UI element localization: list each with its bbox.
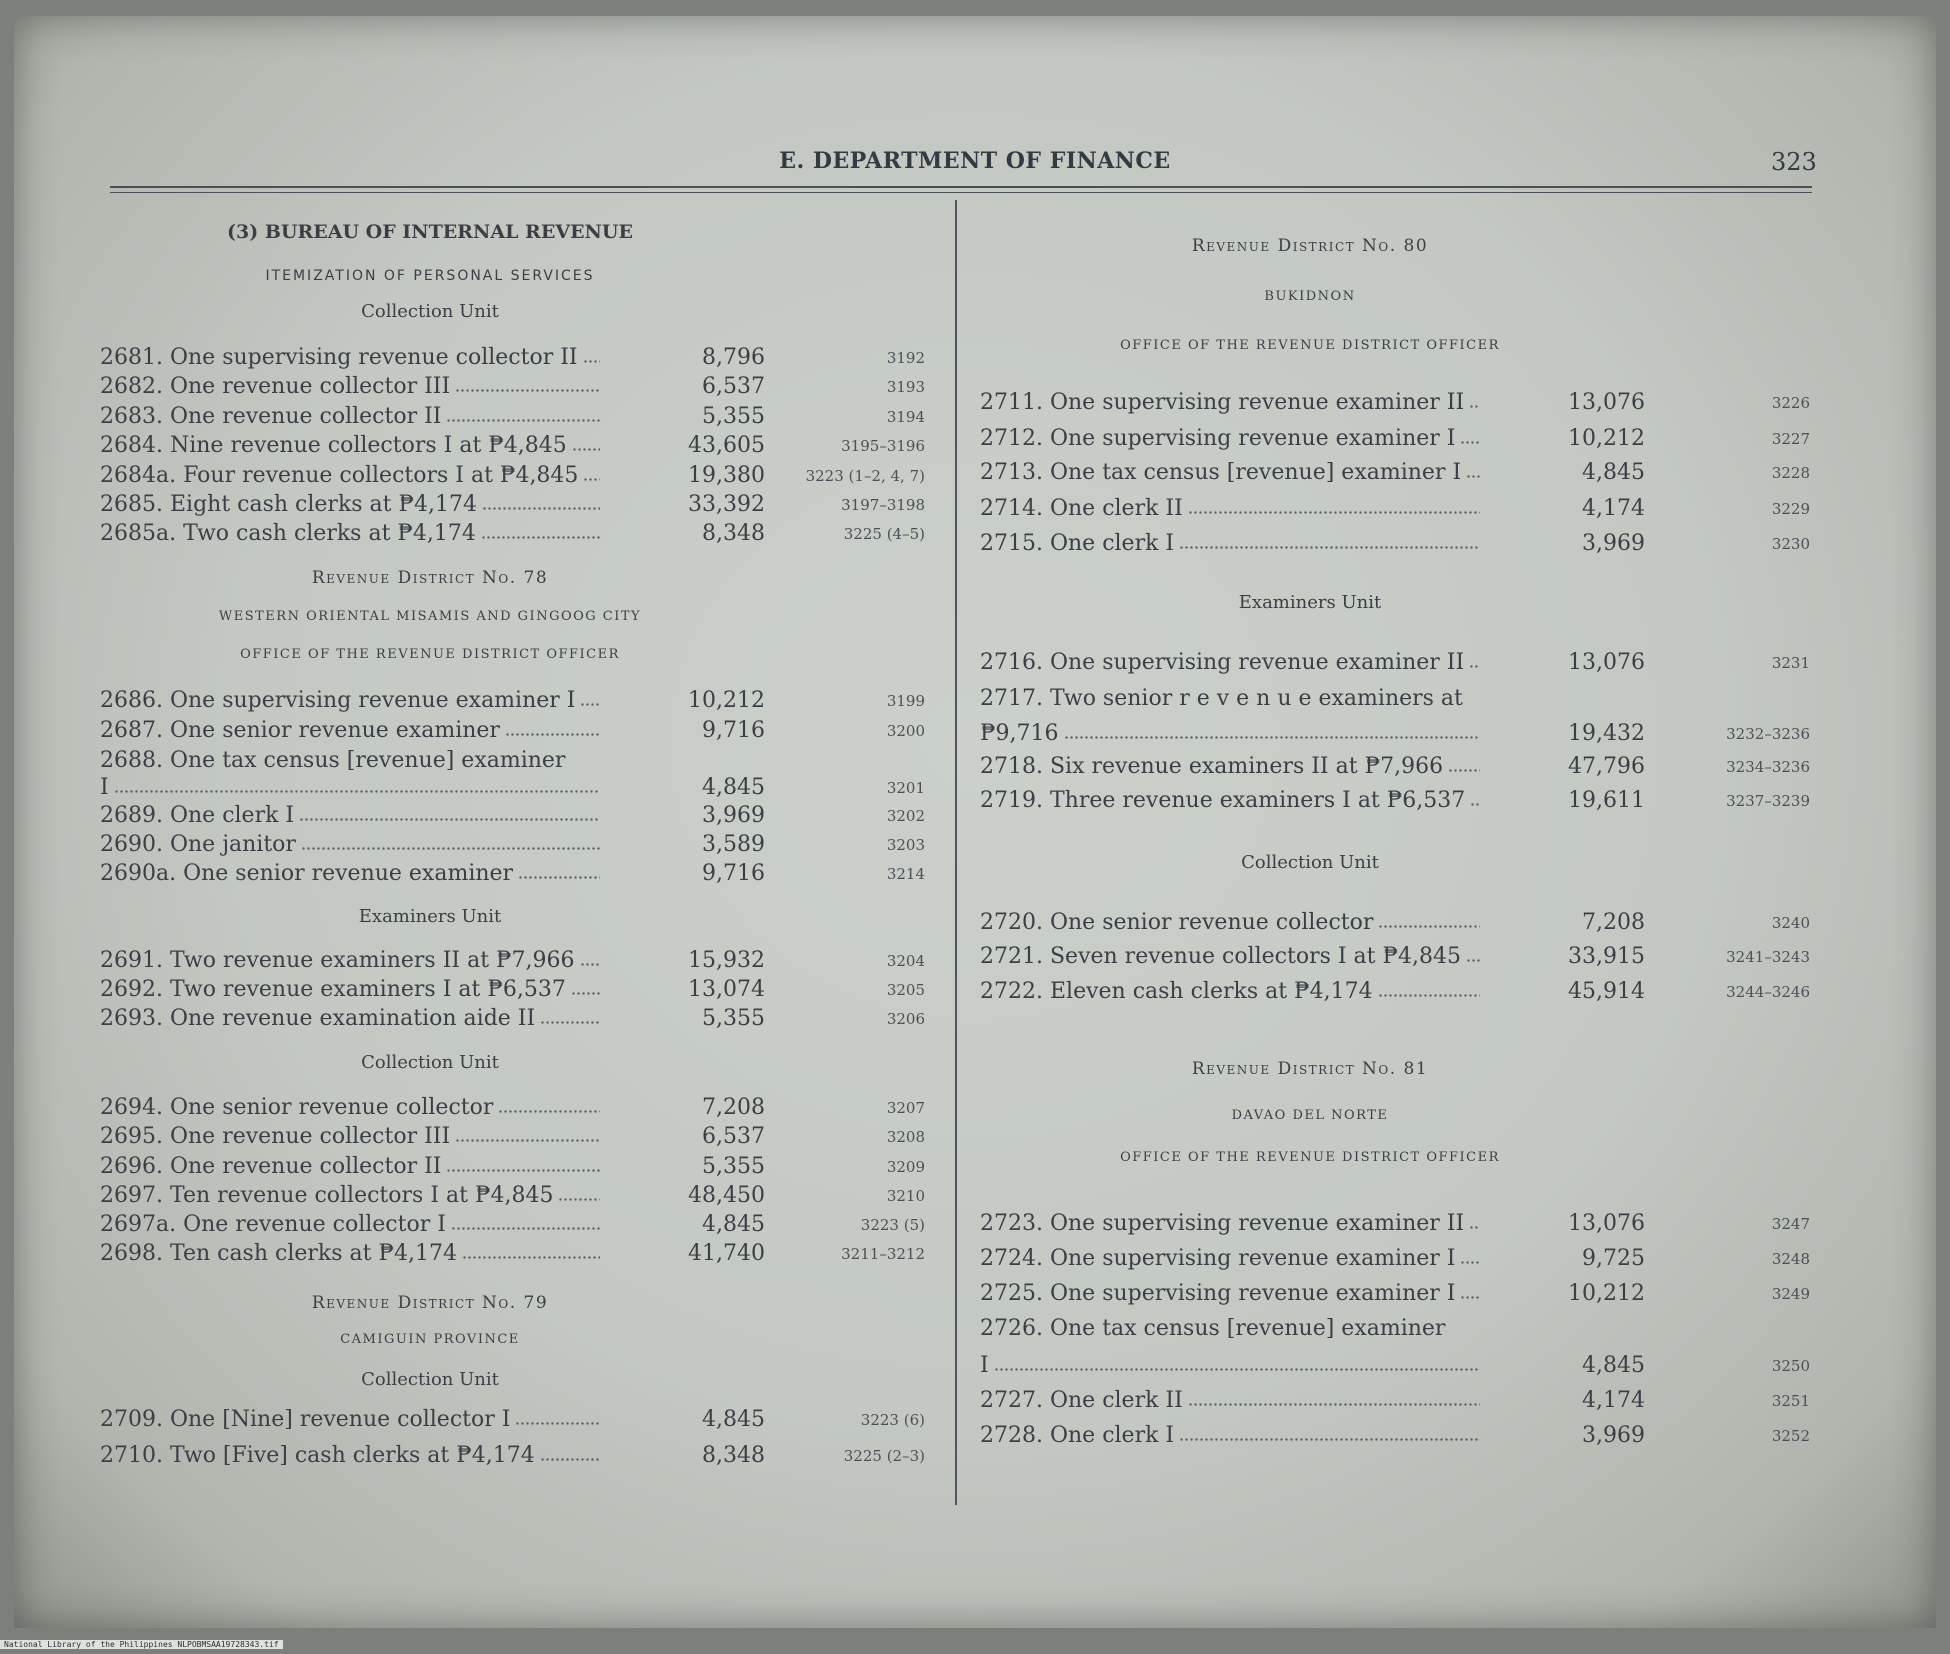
item-description: 2710. Two [Five] cash clerks at ₱4,174 xyxy=(100,1443,535,1468)
dot-leader xyxy=(1460,438,1480,446)
item-description: 2689. One clerk I xyxy=(100,803,295,828)
item-description: 2681. One supervising revenue collector II xyxy=(100,345,578,370)
district-81-heading: Revenue District No. 81 xyxy=(1191,1059,1429,1079)
district-80-heading: Revenue District No. 80 xyxy=(1191,236,1429,256)
district-78-heading: Revenue District No. 78 xyxy=(311,568,549,588)
item-line xyxy=(100,431,600,461)
item-description: 2685a. Two cash clerks at ₱4,174 xyxy=(100,521,476,546)
scan-footer: National Library of the Philippines NLPOBMSAA19728343.tif xyxy=(0,1640,283,1649)
item-description: 2690a. One senior revenue examiner xyxy=(100,861,514,886)
dot-leader xyxy=(1460,1258,1480,1266)
item-reference: 3252 xyxy=(1771,1427,1810,1445)
item-description: 2697a. One revenue collector I xyxy=(100,1212,446,1237)
item-line xyxy=(980,908,1480,938)
item-line xyxy=(100,946,600,976)
item-reference: 3229 xyxy=(1771,500,1810,518)
item-description: 2722. Eleven cash clerks at ₱4,174 xyxy=(980,979,1373,1004)
dot-leader xyxy=(994,1365,1480,1373)
item-description: 2686. One supervising revenue examiner I xyxy=(100,688,576,713)
item-reference: 3199 xyxy=(886,692,925,710)
item-amount: 19,432 xyxy=(1568,721,1645,746)
item-line xyxy=(100,343,600,373)
dot-leader xyxy=(1469,1223,1480,1231)
dot-leader xyxy=(299,815,600,823)
dot-leader xyxy=(1378,922,1480,930)
item-line xyxy=(100,1152,600,1182)
item-description: 2693. One revenue examination aide II xyxy=(100,1006,536,1031)
dot-leader xyxy=(1188,508,1480,516)
item-description: 2715. One clerk I xyxy=(980,531,1175,556)
item-amount: 33,392 xyxy=(688,492,765,517)
item-amount: 4,174 xyxy=(1582,496,1645,521)
district-79-heading: Revenue District No. 79 xyxy=(311,1293,549,1313)
item-amount: 4,845 xyxy=(702,1407,765,1432)
dot-leader xyxy=(462,1253,600,1261)
item-reference: 3225 (2–3) xyxy=(843,1447,925,1465)
item-amount: 9,725 xyxy=(1582,1246,1645,1271)
item-description: 2696. One revenue collector II xyxy=(100,1154,442,1179)
dot-leader xyxy=(455,386,600,394)
item-reference: 3204 xyxy=(886,952,925,970)
item-description: 2684. Nine revenue collectors I at ₱4,845 xyxy=(100,433,567,458)
running-title: E. DEPARTMENT OF FINANCE xyxy=(779,148,1171,174)
item-amount: 9,716 xyxy=(702,861,765,886)
item-description: 2727. One clerk II xyxy=(980,1388,1183,1413)
item-amount: 8,796 xyxy=(702,345,765,370)
item-line xyxy=(980,494,1480,524)
collection-unit-heading: Collection Unit xyxy=(361,1369,499,1390)
item-amount: 33,915 xyxy=(1568,944,1645,969)
item-line xyxy=(980,684,1480,714)
page-number: 323 xyxy=(1771,148,1817,176)
item-description: 2690. One janitor xyxy=(100,832,296,857)
item-line xyxy=(100,686,600,716)
item-amount: 6,537 xyxy=(702,1124,765,1149)
item-line xyxy=(100,716,600,746)
item-description: I xyxy=(100,775,109,800)
item-reference: 3223 (1–2, 4, 7) xyxy=(805,467,925,485)
item-amount: 13,074 xyxy=(688,977,765,1002)
dot-leader xyxy=(571,989,600,997)
dot-leader xyxy=(583,357,600,365)
item-amount: 3,969 xyxy=(1582,1423,1645,1448)
dot-leader xyxy=(1179,1435,1480,1443)
item-description: 2694. One senior revenue collector xyxy=(100,1095,494,1120)
bureau-heading: (3) BUREAU OF INTERNAL REVENUE xyxy=(227,221,633,243)
item-line xyxy=(100,975,600,1005)
item-amount: 45,914 xyxy=(1568,979,1645,1004)
dot-leader xyxy=(583,475,600,483)
item-line xyxy=(980,1351,1480,1381)
item-reference: 3214 xyxy=(886,865,925,883)
item-amount: 6,537 xyxy=(702,374,765,399)
item-reference: 3202 xyxy=(886,807,925,825)
item-description: 2712. One supervising revenue examiner I xyxy=(980,426,1456,451)
item-reference: 3223 (5) xyxy=(860,1216,925,1234)
item-reference: 3194 xyxy=(886,408,925,426)
item-line xyxy=(100,746,600,776)
item-reference: 3228 xyxy=(1771,464,1810,482)
dot-leader xyxy=(446,416,600,424)
item-description: 2719. Three revenue examiners I at ₱6,537 xyxy=(980,788,1466,813)
item-line xyxy=(100,801,600,831)
dot-leader xyxy=(1466,956,1480,964)
item-amount: 10,212 xyxy=(1568,426,1645,451)
item-reference: 3211–3212 xyxy=(841,1245,925,1263)
item-description: 2711. One supervising revenue examiner II xyxy=(980,390,1465,415)
dot-leader xyxy=(1466,472,1480,480)
item-amount: 5,355 xyxy=(702,404,765,429)
item-amount: 41,740 xyxy=(688,1241,765,1266)
item-description: 2716. One supervising revenue examiner II xyxy=(980,650,1465,675)
item-line xyxy=(100,372,600,402)
item-amount: 8,348 xyxy=(702,1443,765,1468)
item-reference: 3200 xyxy=(886,722,925,740)
district-78-place: WESTERN ORIENTAL MISAMIS AND GINGOOG CITY xyxy=(218,609,642,624)
district-81-place: DAVAO DEL NORTE xyxy=(1231,1108,1389,1123)
column-divider xyxy=(955,200,957,1505)
item-line xyxy=(980,1386,1480,1416)
item-reference: 3230 xyxy=(1771,535,1810,553)
item-line xyxy=(100,1239,600,1269)
item-reference: 3206 xyxy=(886,1010,925,1028)
item-amount: 4,845 xyxy=(1582,1353,1645,1378)
item-line xyxy=(100,859,600,889)
item-line xyxy=(980,942,1480,972)
dot-leader xyxy=(580,700,600,708)
item-line xyxy=(980,529,1480,559)
item-line xyxy=(980,1421,1480,1451)
item-description: 2684a. Four revenue collectors I at ₱4,845 xyxy=(100,463,579,488)
item-description: 2714. One clerk II xyxy=(980,496,1183,521)
item-description: 2695. One revenue collector III xyxy=(100,1124,451,1149)
item-line xyxy=(100,1210,600,1240)
item-amount: 13,076 xyxy=(1568,1211,1645,1236)
item-description: 2726. One tax census [revenue] examiner xyxy=(980,1316,1446,1341)
item-reference: 3244–3246 xyxy=(1726,983,1810,1001)
district-79-place: CAMIGUIN PROVINCE xyxy=(340,1332,520,1347)
item-reference: 3231 xyxy=(1771,654,1810,672)
item-amount: 43,605 xyxy=(688,433,765,458)
item-line xyxy=(100,1441,600,1471)
dot-leader xyxy=(1378,991,1480,999)
item-line xyxy=(100,1122,600,1152)
item-description: 2725. One supervising revenue examiner I xyxy=(980,1281,1456,1306)
item-description: 2692. Two revenue examiners I at ₱6,537 xyxy=(100,977,566,1002)
item-reference: 3210 xyxy=(886,1187,925,1205)
item-reference: 3227 xyxy=(1771,430,1810,448)
item-line xyxy=(980,719,1480,749)
dot-leader xyxy=(446,1166,600,1174)
item-line xyxy=(980,1209,1480,1239)
dot-leader xyxy=(481,533,600,541)
item-line xyxy=(100,461,600,491)
item-amount: 19,380 xyxy=(688,463,765,488)
item-description: 2683. One revenue collector II xyxy=(100,404,442,429)
dot-leader xyxy=(114,787,600,795)
item-line xyxy=(980,458,1480,488)
item-description: 2723. One supervising revenue examiner II xyxy=(980,1211,1465,1236)
item-line xyxy=(980,648,1480,678)
item-reference: 3197–3198 xyxy=(841,496,925,514)
item-reference: 3192 xyxy=(886,349,925,367)
item-amount: 4,845 xyxy=(702,775,765,800)
item-line xyxy=(100,1405,600,1435)
dot-leader xyxy=(498,1107,600,1115)
item-amount: 10,212 xyxy=(1568,1281,1645,1306)
item-description: ₱9,716 xyxy=(980,721,1059,746)
item-description: 2682. One revenue collector III xyxy=(100,374,451,399)
item-line xyxy=(100,490,600,520)
dot-leader xyxy=(1470,800,1480,808)
dot-leader xyxy=(1460,1293,1480,1301)
item-amount: 5,355 xyxy=(702,1006,765,1031)
item-description: 2685. Eight cash clerks at ₱4,174 xyxy=(100,492,478,517)
item-amount: 48,450 xyxy=(688,1183,765,1208)
dot-leader xyxy=(455,1136,600,1144)
item-line xyxy=(100,519,600,549)
district-81-office: OFFICE OF THE REVENUE DISTRICT OFFICER xyxy=(1120,1150,1500,1165)
item-reference: 3225 (4–5) xyxy=(843,525,925,543)
district-80-place: BUKIDNON xyxy=(1264,289,1356,304)
item-description: 2717. Two senior r e v e n u e examiners at xyxy=(980,686,1463,711)
item-amount: 3,969 xyxy=(702,803,765,828)
item-description: 2724. One supervising revenue examiner I xyxy=(980,1246,1456,1271)
dot-leader xyxy=(540,1455,600,1463)
collection-unit-heading: Collection Unit xyxy=(1241,852,1379,873)
item-line xyxy=(980,1279,1480,1309)
dot-leader xyxy=(1448,766,1480,774)
item-reference: 3193 xyxy=(886,378,925,396)
dot-leader xyxy=(1179,543,1480,551)
dot-leader xyxy=(482,504,600,512)
item-reference: 3209 xyxy=(886,1158,925,1176)
item-amount: 5,355 xyxy=(702,1154,765,1179)
item-description: 2728. One clerk I xyxy=(980,1423,1175,1448)
item-line xyxy=(980,752,1480,782)
item-description: 2709. One [Nine] revenue collector I xyxy=(100,1407,511,1432)
dot-leader xyxy=(1188,1400,1480,1408)
item-reference: 3240 xyxy=(1771,914,1810,932)
item-reference: 3248 xyxy=(1771,1250,1810,1268)
item-description: 2713. One tax census [revenue] examiner I xyxy=(980,460,1462,485)
examiners-unit-heading: Examiners Unit xyxy=(1238,592,1382,613)
item-line xyxy=(980,977,1480,1007)
item-line xyxy=(980,388,1480,418)
item-amount: 10,212 xyxy=(688,688,765,713)
item-reference: 3223 (6) xyxy=(860,1411,925,1429)
dot-leader xyxy=(1064,733,1480,741)
dot-leader xyxy=(1469,662,1480,670)
item-description: 2698. Ten cash clerks at ₱4,174 xyxy=(100,1241,457,1266)
item-line xyxy=(100,1181,600,1211)
dot-leader xyxy=(301,844,600,852)
item-reference: 3250 xyxy=(1771,1357,1810,1375)
item-amount: 15,932 xyxy=(688,948,765,973)
item-line xyxy=(100,1004,600,1034)
item-reference: 3208 xyxy=(886,1128,925,1146)
item-amount: 8,348 xyxy=(702,521,765,546)
item-reference: 3203 xyxy=(886,836,925,854)
item-amount: 19,611 xyxy=(1568,788,1645,813)
item-line xyxy=(100,773,600,803)
dot-leader xyxy=(505,730,600,738)
examiners-unit-heading: Examiners Unit xyxy=(358,906,502,927)
dot-leader xyxy=(1469,402,1480,410)
item-line xyxy=(100,402,600,432)
item-line xyxy=(980,786,1480,816)
item-description: 2687. One senior revenue examiner xyxy=(100,718,500,743)
item-reference: 3232–3236 xyxy=(1726,725,1810,743)
dot-leader xyxy=(580,960,600,968)
collection-unit-heading: Collection Unit xyxy=(361,1052,499,1073)
item-reference: 3234–3236 xyxy=(1726,758,1810,776)
item-reference: 3247 xyxy=(1771,1215,1810,1233)
item-description: 2720. One senior revenue collector xyxy=(980,910,1374,935)
item-amount: 9,716 xyxy=(702,718,765,743)
dot-leader xyxy=(540,1018,600,1026)
dot-leader xyxy=(558,1195,600,1203)
item-line xyxy=(980,424,1480,454)
header-rule-thin xyxy=(110,192,1812,193)
itemization-heading: ITEMIZATION OF PERSONAL SERVICES xyxy=(265,268,595,284)
item-description: 2697. Ten revenue collectors I at ₱4,845 xyxy=(100,1183,554,1208)
item-description: 2718. Six revenue examiners II at ₱7,966 xyxy=(980,754,1444,779)
item-description: I xyxy=(980,1353,989,1378)
item-reference: 3195–3196 xyxy=(841,437,925,455)
dot-leader xyxy=(572,445,600,453)
item-description: 2691. Two revenue examiners II at ₱7,966 xyxy=(100,948,575,973)
item-reference: 3201 xyxy=(886,779,925,797)
dot-leader xyxy=(518,873,600,881)
dot-leader xyxy=(451,1224,600,1232)
item-line xyxy=(100,1093,600,1123)
item-line xyxy=(980,1244,1480,1274)
item-amount: 7,208 xyxy=(1582,910,1645,935)
item-reference: 3249 xyxy=(1771,1285,1810,1303)
item-amount: 4,174 xyxy=(1582,1388,1645,1413)
item-reference: 3241–3243 xyxy=(1726,948,1810,966)
item-amount: 13,076 xyxy=(1568,390,1645,415)
item-amount: 4,845 xyxy=(702,1212,765,1237)
district-80-office: OFFICE OF THE REVENUE DISTRICT OFFICER xyxy=(1120,338,1500,353)
item-amount: 7,208 xyxy=(702,1095,765,1120)
item-description: 2688. One tax census [revenue] examiner xyxy=(100,748,566,773)
item-reference: 3237–3239 xyxy=(1726,792,1810,810)
item-reference: 3205 xyxy=(886,981,925,999)
item-amount: 3,969 xyxy=(1582,531,1645,556)
dot-leader xyxy=(515,1419,600,1427)
item-amount: 3,589 xyxy=(702,832,765,857)
item-line xyxy=(100,830,600,860)
item-amount: 4,845 xyxy=(1582,460,1645,485)
header-rule xyxy=(110,186,1812,188)
item-reference: 3207 xyxy=(886,1099,925,1117)
item-line xyxy=(980,1314,1480,1344)
item-description: 2721. Seven revenue collectors I at ₱4,845 xyxy=(980,944,1462,969)
item-reference: 3226 xyxy=(1771,394,1810,412)
item-amount: 13,076 xyxy=(1568,650,1645,675)
collection-unit-heading: Collection Unit xyxy=(361,301,499,322)
item-reference: 3251 xyxy=(1771,1392,1810,1410)
district-78-office: OFFICE OF THE REVENUE DISTRICT OFFICER xyxy=(240,647,620,662)
item-amount: 47,796 xyxy=(1568,754,1645,779)
